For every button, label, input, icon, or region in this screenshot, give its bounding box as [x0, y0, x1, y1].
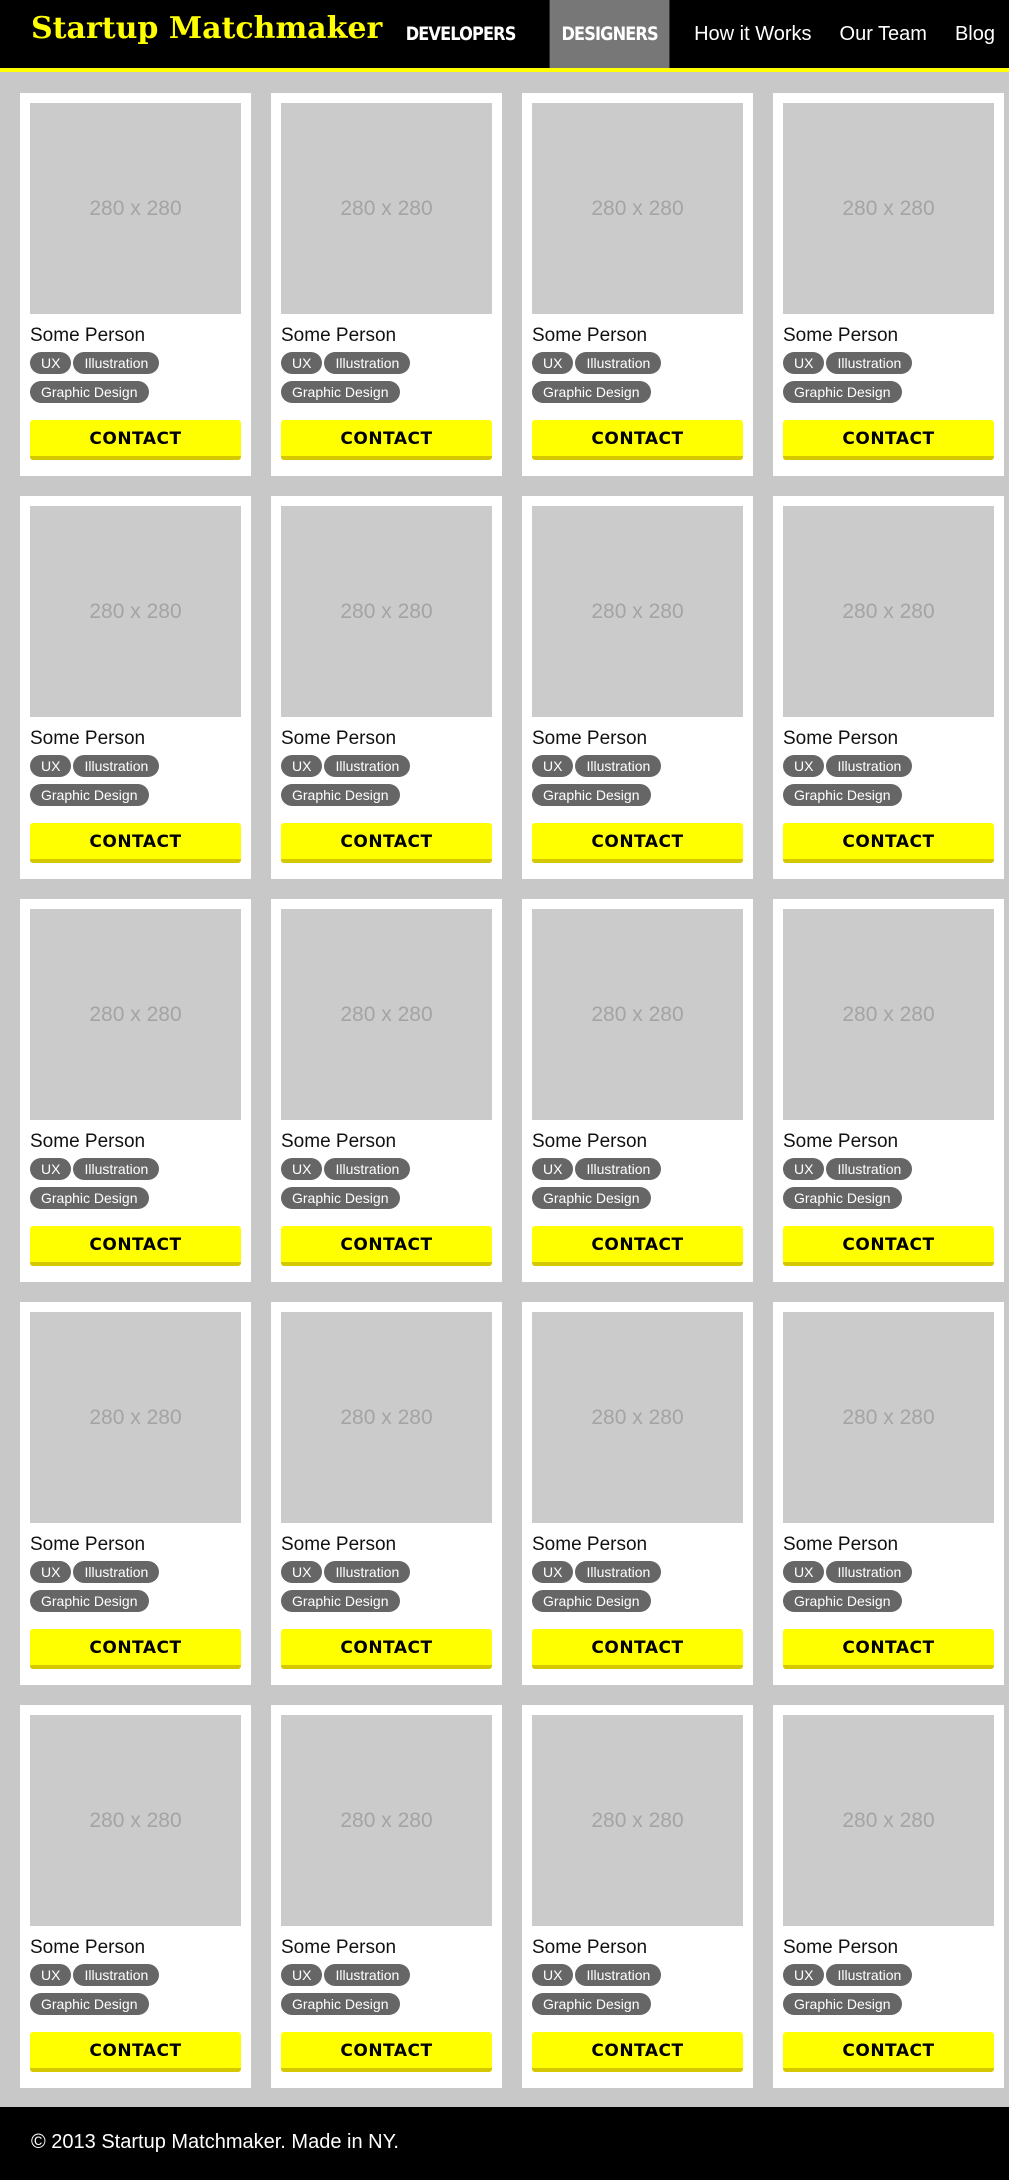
profile-card	[20, 1705, 251, 2088]
contact-button[interactable]: CONTACT	[281, 1629, 492, 1669]
contact-button[interactable]: CONTACT	[532, 2032, 743, 2072]
profile-name: Some Person	[783, 1937, 899, 1958]
profile-card	[773, 1705, 1004, 2088]
skill-tag[interactable]: UX	[30, 352, 71, 374]
profile-card	[271, 1302, 502, 1685]
contact-button[interactable]: CONTACT	[783, 823, 994, 863]
skill-tags	[783, 755, 998, 813]
profile-photo-placeholder: 280 x 280	[30, 1715, 241, 1926]
site-footer	[0, 2107, 1009, 2180]
contact-button[interactable]: CONTACT	[281, 1226, 492, 1266]
profile-name: Some Person	[30, 1131, 146, 1152]
skill-tag[interactable]: Graphic Design	[532, 381, 651, 403]
contact-button[interactable]: CONTACT	[30, 1226, 241, 1266]
skill-tags	[281, 1158, 496, 1216]
skill-tag[interactable]: UX	[783, 1158, 824, 1180]
contact-button[interactable]: CONTACT	[30, 1629, 241, 1669]
contact-button[interactable]: CONTACT	[783, 420, 994, 460]
skill-tag[interactable]: Illustration	[324, 1158, 410, 1180]
profile-photo-placeholder: 280 x 280	[281, 103, 492, 314]
skill-tag[interactable]: Illustration	[575, 755, 661, 777]
contact-button[interactable]: CONTACT	[281, 420, 492, 460]
skill-tags	[532, 1561, 747, 1619]
skill-tag[interactable]: UX	[532, 755, 573, 777]
skill-tag[interactable]: Illustration	[826, 1964, 912, 1986]
skill-tag[interactable]: Illustration	[575, 352, 661, 374]
profile-photo-placeholder: 280 x 280	[30, 909, 241, 1120]
skill-tags	[30, 755, 245, 813]
skill-tag[interactable]: Illustration	[73, 755, 159, 777]
contact-button[interactable]: CONTACT	[783, 2032, 994, 2072]
profile-card	[773, 93, 1004, 476]
profile-photo-placeholder: 280 x 280	[281, 1312, 492, 1523]
skill-tags	[30, 1561, 245, 1619]
skill-tags	[281, 1561, 496, 1619]
skill-tag[interactable]: UX	[281, 1561, 322, 1583]
contact-button[interactable]: CONTACT	[30, 420, 241, 460]
profile-photo-placeholder: 280 x 280	[532, 103, 743, 314]
skill-tag[interactable]: Graphic Design	[30, 1993, 149, 2015]
profile-card	[522, 1705, 753, 2088]
contact-button[interactable]: CONTACT	[532, 1629, 743, 1669]
nav-designers[interactable]: DESIGNERS	[549, 0, 669, 68]
skill-tag[interactable]: Graphic Design	[30, 381, 149, 403]
skill-tag[interactable]: Illustration	[324, 352, 410, 374]
skill-tag[interactable]: Illustration	[826, 755, 912, 777]
profile-photo-placeholder: 280 x 280	[532, 1715, 743, 1926]
profile-card	[20, 899, 251, 1282]
skill-tags	[783, 1561, 998, 1619]
skill-tags	[783, 352, 998, 410]
profile-photo-placeholder: 280 x 280	[783, 103, 994, 314]
skill-tag[interactable]: UX	[783, 352, 824, 374]
profile-photo-placeholder: 280 x 280	[30, 506, 241, 717]
profile-name: Some Person	[30, 1937, 146, 1958]
contact-button[interactable]: CONTACT	[30, 2032, 241, 2072]
skill-tag[interactable]: UX	[532, 1561, 573, 1583]
skill-tags	[30, 1158, 245, 1216]
skill-tag[interactable]: Graphic Design	[281, 784, 400, 806]
profile-name: Some Person	[281, 728, 397, 749]
profile-photo-placeholder: 280 x 280	[281, 506, 492, 717]
nav-developers[interactable]: DEVELOPERS	[405, 23, 516, 45]
profile-card	[522, 899, 753, 1282]
skill-tags	[281, 755, 496, 813]
footer-copyright: © 2013 Startup Matchmaker. Made in NY.	[31, 2131, 399, 2153]
skill-tag[interactable]: UX	[532, 1964, 573, 1986]
skill-tags	[783, 1964, 998, 2022]
skill-tags	[532, 1964, 747, 2022]
skill-tag[interactable]: Graphic Design	[532, 1590, 651, 1612]
skill-tags	[783, 1158, 998, 1216]
skill-tag[interactable]: UX	[30, 755, 71, 777]
profile-photo-placeholder: 280 x 280	[281, 909, 492, 1120]
skill-tag[interactable]: Illustration	[324, 1561, 410, 1583]
profile-name: Some Person	[281, 1937, 397, 1958]
profile-photo-placeholder: 280 x 280	[783, 909, 994, 1120]
contact-button[interactable]: CONTACT	[30, 823, 241, 863]
site-header	[0, 0, 1009, 72]
skill-tags	[532, 755, 747, 813]
skill-tag[interactable]: Illustration	[73, 1158, 159, 1180]
skill-tag[interactable]: Graphic Design	[30, 1187, 149, 1209]
skill-tag[interactable]: Illustration	[575, 1561, 661, 1583]
skill-tag[interactable]: Illustration	[324, 755, 410, 777]
skill-tags	[532, 352, 747, 410]
skill-tag[interactable]: Graphic Design	[281, 1590, 400, 1612]
profile-name: Some Person	[783, 728, 899, 749]
profile-photo-placeholder: 280 x 280	[532, 506, 743, 717]
profile-photo-placeholder: 280 x 280	[783, 506, 994, 717]
contact-button[interactable]: CONTACT	[783, 1629, 994, 1669]
profile-name: Some Person	[783, 325, 899, 346]
skill-tag[interactable]: Graphic Design	[281, 381, 400, 403]
skill-tag[interactable]: Illustration	[324, 1964, 410, 1986]
profile-name: Some Person	[30, 728, 146, 749]
profile-card	[271, 899, 502, 1282]
profile-card	[20, 1302, 251, 1685]
skill-tag[interactable]: Graphic Design	[783, 1187, 902, 1209]
profile-card	[20, 93, 251, 476]
profile-card	[522, 496, 753, 879]
skill-tag[interactable]: Graphic Design	[30, 1590, 149, 1612]
site-logo[interactable]: Startup Matchmaker	[31, 11, 383, 46]
profile-card	[20, 496, 251, 879]
skill-tag[interactable]: UX	[281, 352, 322, 374]
profile-card	[522, 1302, 753, 1685]
skill-tags	[281, 352, 496, 410]
main-nav	[382, 0, 1009, 68]
profile-card	[271, 93, 502, 476]
profile-photo-placeholder: 280 x 280	[532, 909, 743, 1120]
skill-tag[interactable]: Graphic Design	[783, 1993, 902, 2015]
profile-card	[773, 496, 1004, 879]
profile-photo-placeholder: 280 x 280	[281, 1715, 492, 1926]
nav-our-team[interactable]: Our Team	[839, 23, 927, 45]
profile-card	[271, 1705, 502, 2088]
profile-photo-placeholder: 280 x 280	[532, 1312, 743, 1523]
skill-tag[interactable]: Graphic Design	[281, 1187, 400, 1209]
skill-tag[interactable]: UX	[532, 1158, 573, 1180]
skill-tag[interactable]: UX	[783, 755, 824, 777]
skill-tag[interactable]: Illustration	[575, 1158, 661, 1180]
profile-name: Some Person	[281, 1131, 397, 1152]
profile-card	[522, 93, 753, 476]
skill-tag[interactable]: UX	[281, 1158, 322, 1180]
skill-tags	[30, 1964, 245, 2022]
skill-tag[interactable]: Illustration	[826, 352, 912, 374]
profile-photo-placeholder: 280 x 280	[30, 103, 241, 314]
skill-tag[interactable]: Graphic Design	[783, 784, 902, 806]
skill-tag[interactable]: Illustration	[826, 1158, 912, 1180]
skill-tag[interactable]: UX	[30, 1561, 71, 1583]
skill-tag[interactable]: UX	[532, 352, 573, 374]
profile-name: Some Person	[281, 325, 397, 346]
contact-button[interactable]: CONTACT	[783, 1226, 994, 1266]
contact-button[interactable]: CONTACT	[281, 2032, 492, 2072]
profile-name: Some Person	[783, 1534, 899, 1555]
profile-photo-placeholder: 280 x 280	[783, 1715, 994, 1926]
skill-tag[interactable]: UX	[783, 1561, 824, 1583]
nav-blog[interactable]: Blog	[954, 23, 995, 45]
contact-button[interactable]: CONTACT	[532, 1226, 743, 1266]
skill-tag[interactable]: Graphic Design	[532, 784, 651, 806]
profile-photo-placeholder: 280 x 280	[783, 1312, 994, 1523]
profile-name: Some Person	[281, 1534, 397, 1555]
skill-tag[interactable]: Graphic Design	[281, 1993, 400, 2015]
skill-tags	[281, 1964, 496, 2022]
profile-card	[271, 496, 502, 879]
skill-tag[interactable]: Illustration	[826, 1561, 912, 1583]
profile-photo-placeholder: 280 x 280	[30, 1312, 241, 1523]
skill-tag[interactable]: UX	[281, 1964, 322, 1986]
skill-tag[interactable]: Graphic Design	[783, 381, 902, 403]
skill-tag[interactable]: Graphic Design	[30, 784, 149, 806]
contact-button[interactable]: CONTACT	[281, 823, 492, 863]
skill-tag[interactable]: UX	[30, 1964, 71, 1986]
skill-tag[interactable]: Illustration	[575, 1964, 661, 1986]
contact-button[interactable]: CONTACT	[532, 420, 743, 460]
profile-name: Some Person	[532, 325, 648, 346]
profile-card	[773, 899, 1004, 1282]
skill-tag[interactable]: UX	[30, 1158, 71, 1180]
profile-name: Some Person	[30, 325, 146, 346]
profile-name: Some Person	[783, 1131, 899, 1152]
nav-how-it-works[interactable]: How it Works	[694, 23, 812, 45]
contact-button[interactable]: CONTACT	[532, 823, 743, 863]
skill-tag[interactable]: Illustration	[73, 1561, 159, 1583]
profile-name: Some Person	[30, 1534, 146, 1555]
skill-tag[interactable]: UX	[783, 1964, 824, 1986]
skill-tag[interactable]: UX	[281, 755, 322, 777]
profile-name: Some Person	[532, 1937, 648, 1958]
skill-tag[interactable]: Illustration	[73, 352, 159, 374]
profile-name: Some Person	[532, 728, 648, 749]
skill-tag[interactable]: Graphic Design	[783, 1590, 902, 1612]
profile-name: Some Person	[532, 1131, 648, 1152]
skill-tag[interactable]: Graphic Design	[532, 1993, 651, 2015]
skill-tags	[30, 352, 245, 410]
skill-tag[interactable]: Illustration	[73, 1964, 159, 1986]
profile-name: Some Person	[532, 1534, 648, 1555]
profile-card	[773, 1302, 1004, 1685]
skill-tags	[532, 1158, 747, 1216]
skill-tag[interactable]: Graphic Design	[532, 1187, 651, 1209]
